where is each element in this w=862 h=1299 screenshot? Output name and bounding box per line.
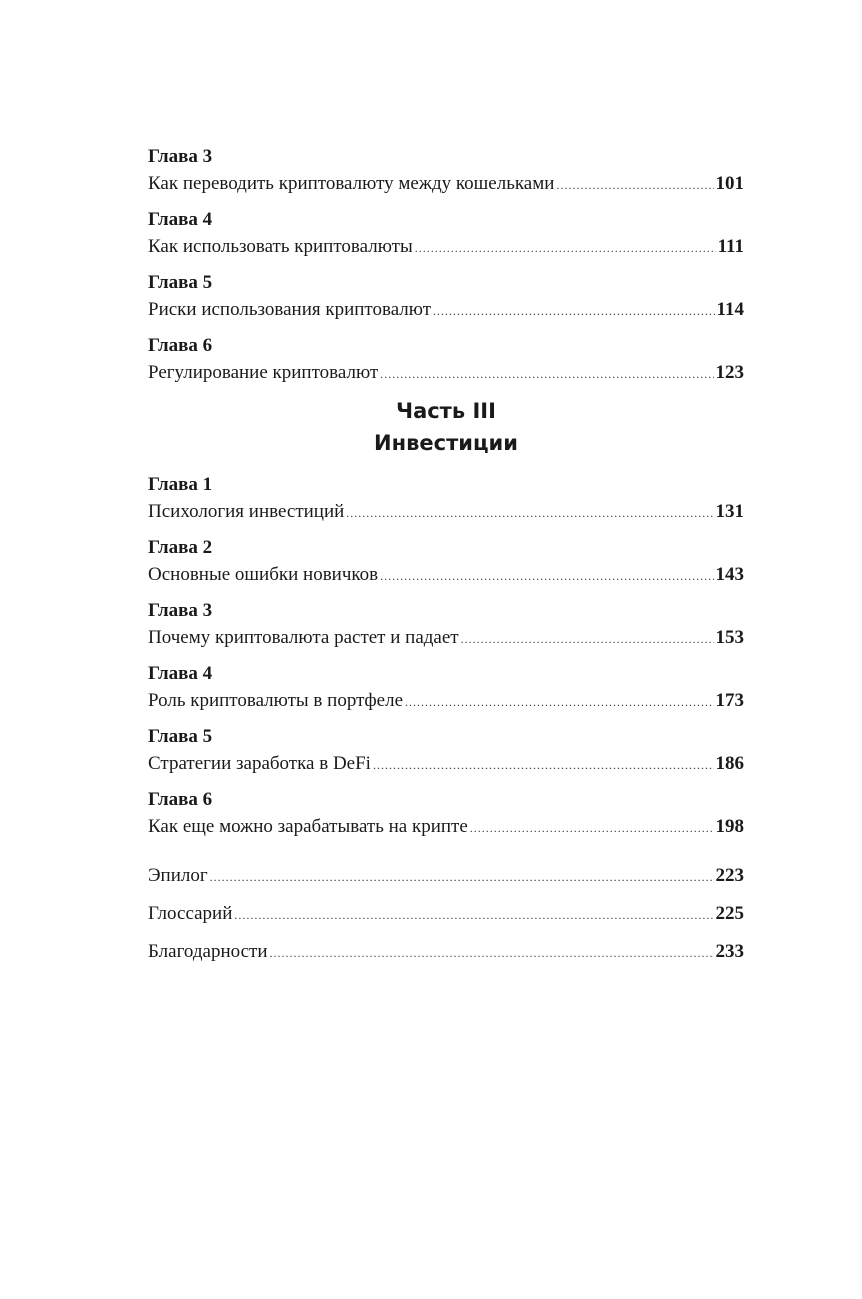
dot-leader (234, 902, 713, 929)
table-of-contents (148, 143, 744, 976)
chapter-label: Глава 3 (148, 600, 213, 621)
page-number: 101 (715, 173, 744, 194)
chapter-title: Регулирование криптовалют (148, 362, 379, 383)
page-number: 123 (715, 362, 744, 383)
page-number: 153 (715, 627, 744, 648)
dot-leader (373, 752, 714, 779)
chapter-label: Глава 5 (148, 272, 213, 293)
chapter-title: Риски использования криптовалют (148, 299, 432, 320)
part2-chapter-list (148, 143, 744, 386)
page-number: 186 (715, 753, 744, 774)
chapter-title: Как переводить криптовалюту между кошельками (148, 173, 555, 194)
page-number: 114 (716, 299, 744, 320)
chapter-title: Как использовать криптовалюты (148, 236, 413, 257)
dot-leader (270, 940, 714, 967)
dot-leader (380, 563, 713, 590)
dot-leader (461, 626, 714, 653)
chapter-label: Глава 6 (148, 335, 213, 356)
toc-line[interactable] (148, 233, 744, 260)
chapter-title: Роль криптовалюты в портфеле (148, 690, 404, 711)
part-label: Часть III (396, 399, 496, 423)
part-title: Инвестиции (374, 431, 518, 455)
toc-line[interactable] (148, 561, 744, 588)
dot-leader (405, 689, 713, 716)
section-title: Эпилог (148, 865, 208, 886)
chapter-label: Глава 4 (148, 663, 213, 684)
toc-line-glossary[interactable] (148, 900, 744, 927)
toc-entry (148, 597, 744, 651)
chapter-title: Психология инвестиций (148, 501, 345, 522)
toc-line[interactable] (148, 498, 744, 525)
toc-line-acknowledgements[interactable] (148, 938, 744, 965)
page-number: 143 (715, 564, 744, 585)
page-number: 173 (715, 690, 744, 711)
page-number: 131 (715, 501, 744, 522)
toc-line[interactable] (148, 750, 744, 777)
toc-line[interactable] (148, 624, 744, 651)
page-number: 198 (715, 816, 744, 837)
chapter-title: Стратегии заработка в DeFi (148, 753, 371, 774)
dot-leader (210, 864, 714, 891)
section-title: Глоссарий (148, 903, 233, 924)
part3-chapter-list (148, 471, 744, 840)
dot-leader (415, 235, 716, 262)
dot-leader (346, 500, 713, 527)
chapter-label: Глава 2 (148, 537, 213, 558)
dot-leader (433, 298, 715, 325)
toc-entry (148, 332, 744, 386)
toc-entry (148, 534, 744, 588)
chapter-title: Основные ошибки новичков (148, 564, 379, 585)
back-matter-list (148, 862, 744, 965)
chapter-title: Почему криптовалюта растет и падает (148, 627, 459, 648)
chapter-label: Глава 1 (148, 474, 213, 495)
chapter-label: Глава 3 (148, 146, 213, 167)
page-number: 225 (715, 903, 744, 924)
dot-leader (470, 815, 714, 842)
part-heading (148, 395, 744, 459)
toc-entry (148, 269, 744, 323)
toc-line[interactable] (148, 170, 744, 197)
toc-entry (148, 786, 744, 840)
page-number: 111 (717, 236, 744, 257)
section-title: Благодарности (148, 941, 268, 962)
toc-line[interactable] (148, 813, 744, 840)
page-number: 223 (715, 865, 744, 886)
toc-entry (148, 143, 744, 197)
toc-line[interactable] (148, 296, 744, 323)
chapter-label: Глава 6 (148, 789, 213, 810)
toc-line[interactable] (148, 359, 744, 386)
dot-leader (556, 172, 713, 199)
toc-entry (148, 471, 744, 525)
page-number: 233 (715, 941, 744, 962)
toc-entry (148, 206, 744, 260)
toc-entry (148, 723, 744, 777)
dot-leader (380, 361, 713, 388)
toc-line-epilogue[interactable] (148, 862, 744, 889)
chapter-label: Глава 5 (148, 726, 213, 747)
chapter-label: Глава 4 (148, 209, 213, 230)
toc-line[interactable] (148, 687, 744, 714)
chapter-title: Как еще можно зарабатывать на крипте (148, 816, 468, 837)
toc-entry (148, 660, 744, 714)
